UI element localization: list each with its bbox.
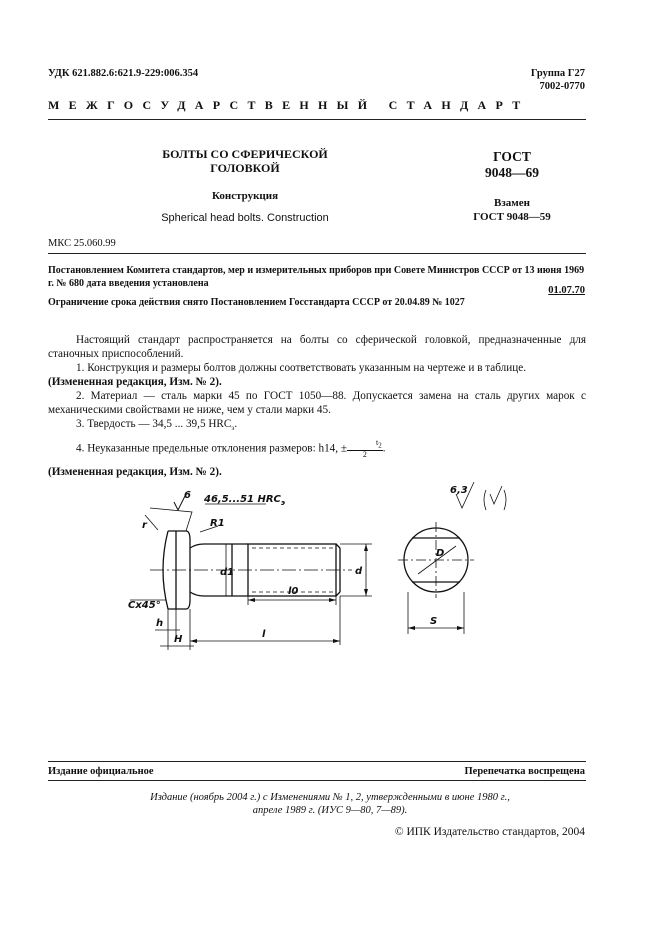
replaces-number: ГОСТ 9048—59 — [473, 211, 551, 223]
D-label: D — [436, 548, 445, 559]
udk-code: УДК 621.882.6:621.9-229:006.354 — [48, 68, 199, 79]
paragraph-scope: Настоящий стандарт распространяется на болты со сферической головкой, предназначенные для станочных приспособлений. — [48, 334, 586, 360]
header-rule — [48, 119, 586, 120]
tolerance-text: 4. Неуказанные предельные отклонения размеров: h14, ± — [76, 442, 347, 455]
l0-label: l0 — [288, 586, 299, 597]
r-label: r — [142, 520, 147, 531]
fraction-numerator-sub: 2 — [378, 441, 382, 450]
fraction-denominator: 2 — [362, 449, 367, 459]
radius-label: R1 — [210, 518, 225, 529]
paragraph-3: 3. Твердость — 34,5 ... 39,5 $HRC_э$. — [76, 418, 238, 433]
shank-bottom — [190, 592, 248, 596]
chamfer-label: Cx45° — [128, 600, 161, 611]
l-arrow-right — [333, 639, 340, 643]
reprint-prohibited-label: Перепечатка воспрещена — [464, 766, 585, 777]
paragraph-1: 1. Конструкция и размеры болтов должны соответствовать указанным на чертеже и в таблице. — [76, 362, 527, 374]
paragraph-2: 2. Материал — сталь марки 45 по ГОСТ 1050—88. Допускается замена на сталь других марок с механическими свойствами не ниже, чем у стали марки 45. — [48, 390, 586, 416]
amendment-note-1: (Измененная редакция, Изм. № 2). — [48, 376, 222, 388]
fraction-numerator: t — [376, 438, 379, 448]
introduction-date: 01.07.70 — [548, 285, 585, 296]
footer-rule-2 — [48, 780, 586, 781]
mks-code: МКС 25.060.99 — [48, 238, 116, 249]
gost-number-block — [462, 149, 562, 181]
tolerance-fraction — [347, 439, 383, 459]
classification-code: 7002-0770 — [539, 81, 585, 92]
head-roughness-label: 6 — [184, 490, 191, 501]
official-edition-label: Издание официальное — [48, 766, 154, 777]
edition-line-2: апреле 1989 г. (ИУС 9—80, 7—89). — [252, 805, 408, 816]
paragraph-4: 4. Неуказанные предельные отклонения размеров: h14, ± $\frac{t2}{2}$. — [76, 438, 386, 459]
replaces-block — [462, 196, 562, 224]
S-arrow-left — [408, 626, 415, 630]
S-arrow-right — [457, 626, 464, 630]
limit-removed-text: Ограничение срока действия снято Постановлением Госстандарта СССР от 20.04.89 № 1027 — [48, 297, 465, 308]
document-title — [130, 147, 360, 175]
d1-label: d1 — [220, 567, 235, 578]
d-arrow-bottom — [364, 589, 368, 596]
shank-top — [190, 544, 248, 548]
l0-arrow-left — [248, 598, 255, 602]
d-arrow-top — [364, 544, 368, 551]
title-line-2: ГОЛОВКОЙ — [210, 161, 280, 175]
group-code — [531, 67, 585, 93]
document-body — [48, 333, 586, 479]
roughness-paren-right — [504, 490, 506, 510]
mks-rule — [48, 253, 586, 254]
edition-line-1: Издание (ноябрь 2004 г.) с Изменениями № 1, 2, утвержденными в июне 1980 г., — [150, 792, 510, 803]
hardness-label: 46,5...51 $HRC_э$ — [204, 494, 286, 507]
english-title: Spherical head bolts. Construction — [161, 212, 329, 224]
roughness-check — [490, 486, 502, 504]
edition-note — [110, 791, 550, 817]
document-subtitle: Конструкция — [211, 190, 279, 202]
main-roughness-label: 6,3 — [450, 485, 468, 496]
l-label: l — [262, 629, 266, 640]
bolt-drawing — [0, 470, 661, 660]
amendment-note-2: (Измененная редакция, Изм. № 2). — [48, 465, 222, 478]
h-label: h — [156, 618, 164, 629]
decree-text: Постановлением Комитета стандартов, мер и измерительных приборов при Совете Министров СССР от 13 июня 1969 г. № 680 дата введения установлена — [48, 265, 585, 289]
S-label: S — [430, 616, 438, 627]
roughness-paren-left — [484, 490, 486, 510]
l-arrow-left — [190, 639, 197, 643]
copyright: © ИПК Издательство стандартов, 2004 — [394, 826, 585, 838]
hardness-text: 3. Твердость — 34,5 ... 39,5 HRC — [76, 418, 232, 430]
interstate-standard-banner: МЕЖГОСУДАРСТВЕННЫЙ СТАНДАРТ — [48, 98, 530, 112]
d-label: d — [355, 566, 363, 577]
replaces-label: Взамен — [494, 197, 530, 209]
footer-rule — [48, 761, 586, 762]
hardness-subscript: э — [231, 424, 235, 433]
gost-label: ГОСТ — [493, 149, 531, 164]
r-dimension-line — [145, 515, 158, 530]
l0-arrow-right — [329, 598, 336, 602]
group-label: Группа Г27 — [530, 68, 585, 79]
title-line-1: БОЛТЫ СО СФЕРИЧЕСКОЙ — [162, 147, 328, 161]
H-label: H — [174, 634, 183, 645]
gost-number: 9048—69 — [485, 165, 539, 180]
